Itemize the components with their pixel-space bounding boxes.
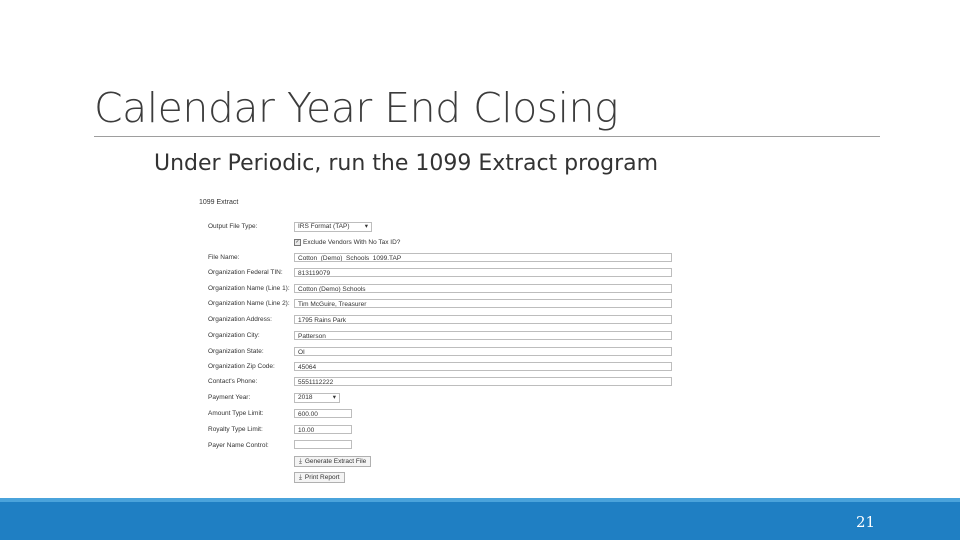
footer-accent xyxy=(0,498,960,502)
org-zip-label: Organization Zip Code: xyxy=(208,363,275,370)
print-report-button[interactable] xyxy=(294,472,345,483)
file-name-input[interactable]: Cotton_(Demo)_Schools_1099.TAP xyxy=(294,253,672,262)
royalty-limit-input[interactable]: 10.00 xyxy=(294,425,352,434)
org-state-input[interactable]: OI xyxy=(294,347,672,356)
org-name-line2-label: Organization Name (Line 2): xyxy=(208,300,290,307)
output-file-type-select[interactable] xyxy=(294,222,372,232)
amount-limit-input[interactable]: 600.00 xyxy=(294,409,352,418)
org-state-label: Organization State: xyxy=(208,348,264,355)
org-name-line2-input[interactable]: Tim McGuire, Treasurer xyxy=(294,299,672,308)
form-heading: 1099 Extract xyxy=(199,199,239,206)
exclude-vendors-row[interactable] xyxy=(294,239,400,246)
download-icon: ⤓ xyxy=(299,474,302,481)
output-file-type-label: Output File Type: xyxy=(208,223,258,230)
slide-title: Calendar Year End Closing xyxy=(94,84,619,132)
royalty-limit-label: Royalty Type Limit: xyxy=(208,426,263,433)
org-city-input[interactable]: Patterson xyxy=(294,331,672,340)
extract-form-screenshot xyxy=(196,195,686,490)
payment-year-select[interactable] xyxy=(294,393,340,403)
file-name-label: File Name: xyxy=(208,254,240,261)
federal-tin-label: Organization Federal TIN: xyxy=(208,269,283,276)
output-file-type-value: IRS Format (TAP) xyxy=(298,223,350,230)
org-zip-input[interactable]: 45064 xyxy=(294,362,672,371)
payment-year-label: Payment Year: xyxy=(208,394,251,401)
exclude-vendors-label: Exclude Vendors With No Tax ID? xyxy=(303,239,401,246)
amount-limit-label: Amount Type Limit: xyxy=(208,410,264,417)
slide-subtitle: Under Periodic, run the 1099 Extract program xyxy=(154,151,659,176)
chevron-down-icon: ▾ xyxy=(332,394,336,401)
org-name-line1-input[interactable]: Cotton (Demo) Schools xyxy=(294,284,672,293)
contact-phone-label: Contact's Phone: xyxy=(208,378,258,385)
print-report-label: Print Report xyxy=(304,474,340,481)
federal-tin-input[interactable]: 813119079 xyxy=(294,268,672,277)
payer-name-control-label: Payer Name Control: xyxy=(208,442,269,449)
generate-extract-label: Generate Extract File xyxy=(304,458,367,465)
title-divider xyxy=(94,136,880,137)
payer-name-control-input[interactable] xyxy=(294,440,352,449)
org-name-line1-label: Organization Name (Line 1): xyxy=(208,285,290,292)
exclude-vendors-checkbox[interactable]: ✓ xyxy=(295,239,300,245)
footer-bar xyxy=(0,498,960,540)
contact-phone-input[interactable]: 5551112222 xyxy=(294,377,672,386)
org-city-label: Organization City: xyxy=(208,332,260,339)
generate-extract-button[interactable] xyxy=(294,456,371,467)
org-address-input[interactable]: 1795 Rains Park xyxy=(294,315,672,324)
payment-year-value: 2018 xyxy=(298,394,313,401)
page-number: 21 xyxy=(856,513,876,531)
org-address-label: Organization Address: xyxy=(208,316,272,323)
chevron-down-icon: ▾ xyxy=(364,223,368,230)
download-icon: ⤓ xyxy=(299,458,302,465)
